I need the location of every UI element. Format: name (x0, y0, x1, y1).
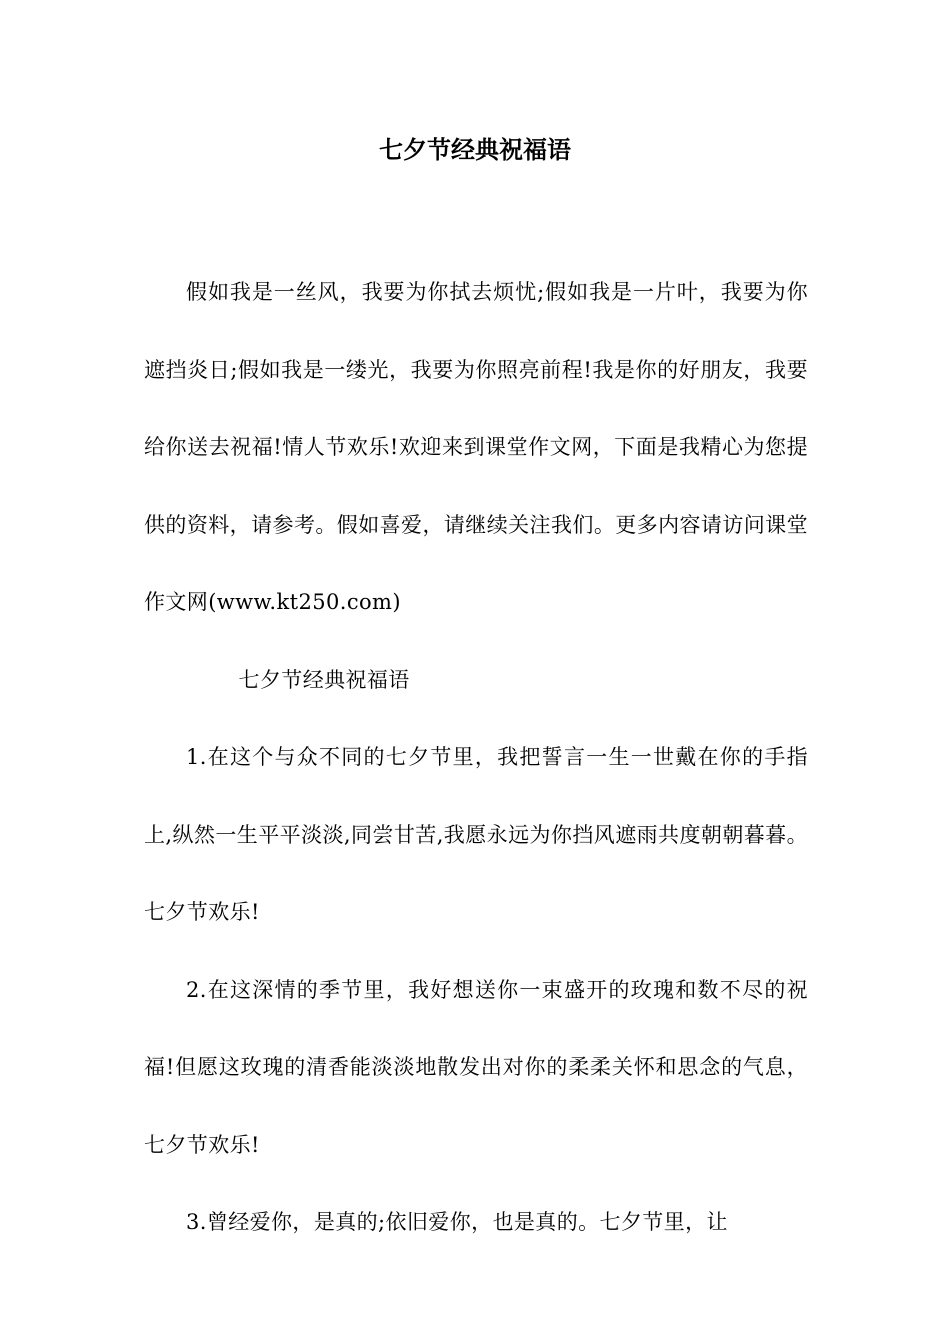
list-item: 3.曾经爱你，是真的;依旧爱你，也是真的。七夕节里，让 (186, 1210, 728, 1234)
document-body (144, 254, 808, 1262)
section-subheading: 七夕节经典祝福语 (238, 667, 410, 692)
list-item: 2.在这深情的季节里，我好想送你一束盛开的玫瑰和数不尽的祝福!但愿这玫瑰的清香能淡淡地散发出对你的柔柔关怀和思念的气息，七夕节欢乐! (144, 977, 808, 1157)
document-title: 七夕节经典祝福语 (379, 135, 571, 164)
list-item: 1.在这个与众不同的七夕节里，我把誓言一生一世戴在你的手指上,纵然一生平平淡淡,同尝甘苦,我愿永远为你挡风遮雨共度朝朝暮暮。七夕节欢乐! (144, 745, 808, 924)
intro-paragraph: 假如我是一丝风，我要为你拭去烦忧;假如我是一片叶，我要为你遮挡炎日;假如我是一缕光，我要为你照亮前程!我是你的好朋友，我要给你送去祝福!情人节欢乐!欢迎来到课堂作文网，下面是我精心为您提供的资料，请参考。假如喜爱，请继续关注我们。更多内容请访问课堂作文网(www.kt250.com) (144, 280, 808, 614)
